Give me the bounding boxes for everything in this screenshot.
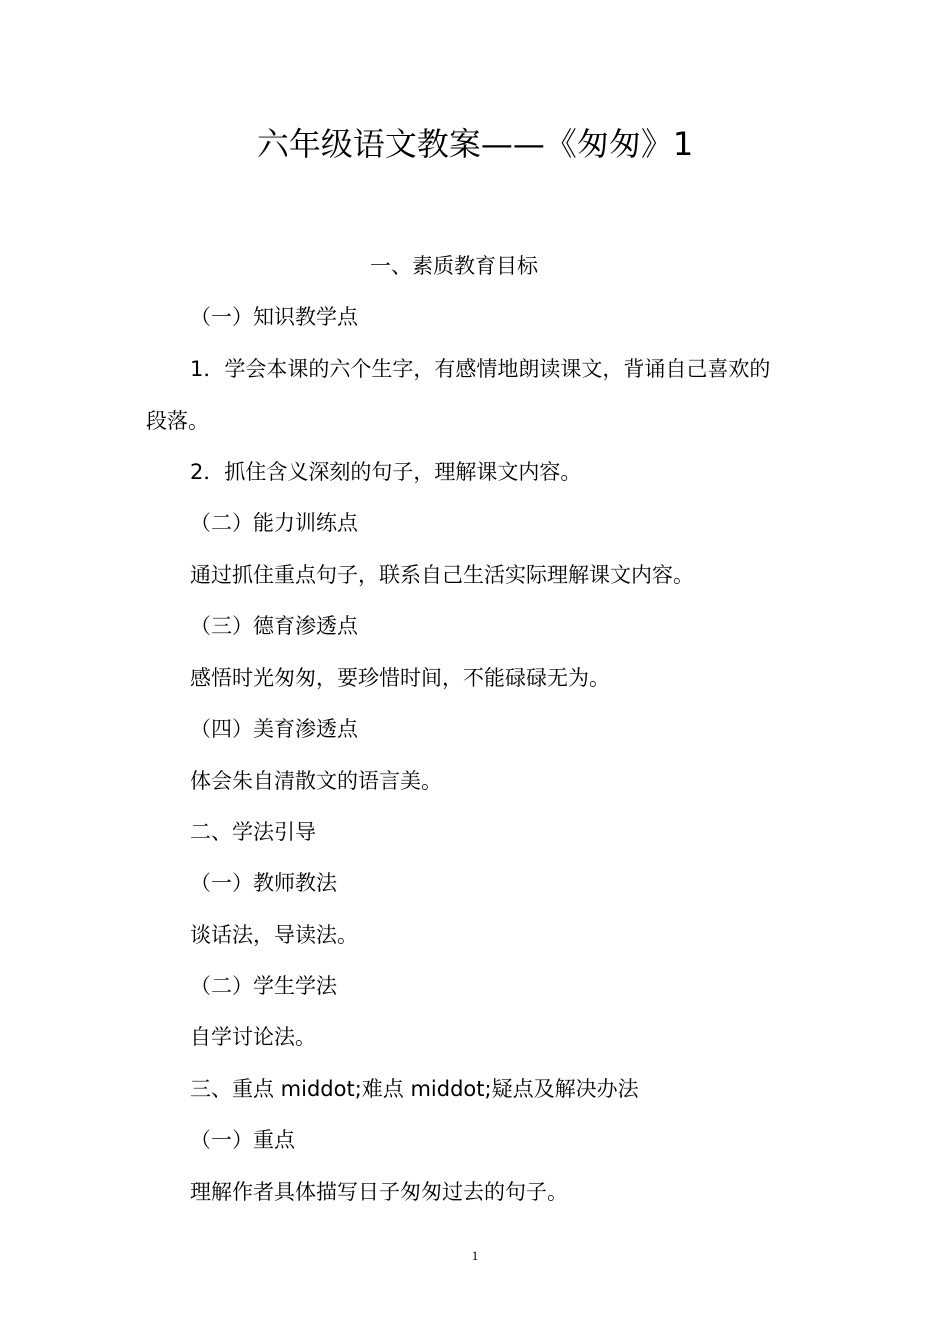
subheading-ability: （二）能力训练点 <box>190 511 358 535</box>
subheading-student-method: （二）学生学法 <box>190 974 337 998</box>
section-heading-key-points: 三、重点 middot;难点 middot;疑点及解决办法 <box>190 1077 639 1101</box>
page-number: 1 <box>471 1248 479 1263</box>
paragraph-line: 体会朱自清散文的语言美。 <box>190 769 442 793</box>
document-title: 六年级语文教案——《匆匆》1 <box>256 125 694 163</box>
subheading-key-point: （一）重点 <box>190 1128 295 1152</box>
section-heading-method: 二、学法引导 <box>190 820 316 844</box>
subheading-teacher-method: （一）教师教法 <box>190 871 337 895</box>
paragraph-line: 通过抓住重点句子，联系自己生活实际理解课文内容。 <box>190 563 694 587</box>
paragraph-line: 自学讨论法。 <box>190 1025 316 1049</box>
section-heading-goals: 一、素质教育目标 <box>370 254 538 278</box>
paragraph-line: 2．抓住含义深刻的句子，理解课文内容。 <box>190 460 582 484</box>
paragraph-line: 谈话法，导读法。 <box>190 923 358 947</box>
paragraph-line: 理解作者具体描写日子匆匆过去的句子。 <box>190 1180 568 1204</box>
paragraph-line: 感悟时光匆匆，要珍惜时间，不能碌碌无为。 <box>190 666 610 690</box>
paragraph-line: 1．学会本课的六个生字，有感情地朗读课文，背诵自己喜欢的 <box>190 357 771 381</box>
subheading-aesthetic: （四）美育渗透点 <box>190 717 358 741</box>
subheading-knowledge: （一）知识教学点 <box>190 305 358 329</box>
paragraph-line: 段落。 <box>146 409 209 433</box>
subheading-moral: （三）德育渗透点 <box>190 614 358 638</box>
